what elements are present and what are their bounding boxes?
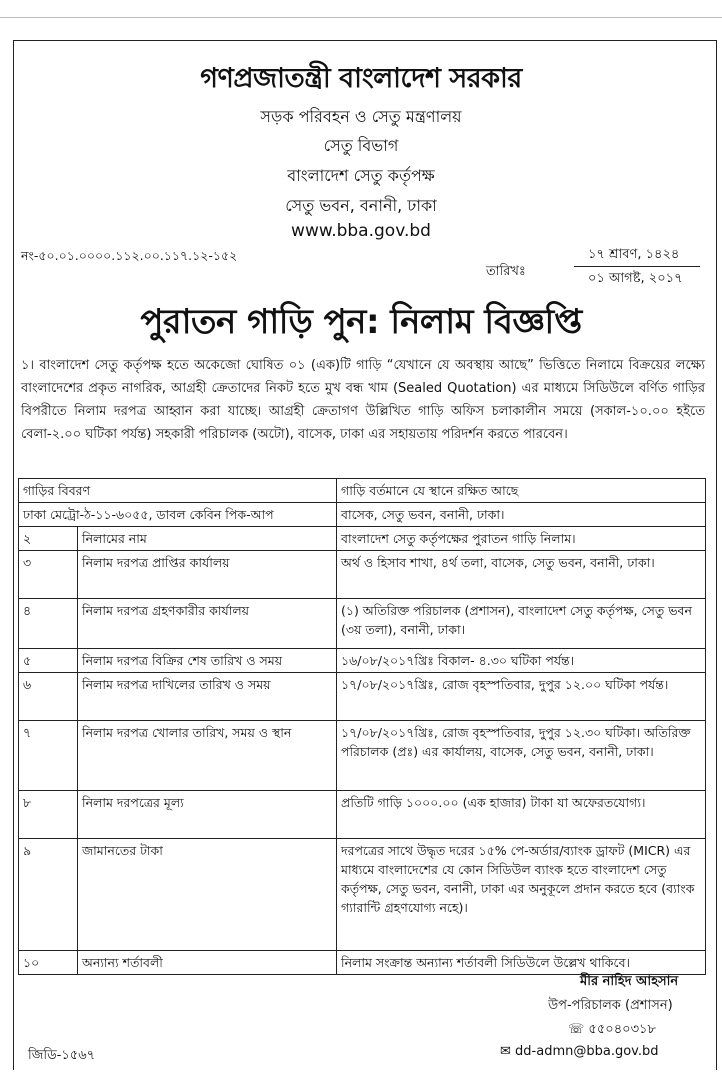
date-english: ০১ আগষ্ট, ২০১৭: [588, 271, 683, 286]
row-number: ৪: [19, 599, 78, 649]
date-label: তারিখঃ: [486, 264, 526, 279]
row-label: নিলাম দরপত্র গ্রহণকারীর কার্যালয়: [78, 599, 337, 649]
row-number: ৮: [19, 791, 78, 839]
row-number: ১০: [19, 951, 78, 975]
row-number: ৩: [19, 551, 78, 599]
signatory-phone: [568, 1020, 708, 1041]
row-number: ৯: [19, 839, 78, 951]
top-rule: [0, 17, 722, 18]
row-label: নিলাম দরপত্র দাখিলের তারিখ ও সময়: [78, 673, 337, 721]
row-label: নিলাম দরপত্র খোলার তারিখ, সময় ও স্থান: [78, 721, 337, 791]
government-title: গণপ্রজাতন্ত্রী বাংলাদেশ সরকার: [200, 63, 522, 94]
notice-paragraph: ১। বাংলাদেশ সেতু কর্তৃপক্ষ হতে অকেজো ঘোষিত ০১ (এক)টি গাড়ি “যেখানে যে অবস্থায় আছে” ভিত্তিতে নিলামে বিক্রয়ের লক্ষ্যে বাংলাদেশের প্রকৃত নাগরিক, আগ্রহী ক্রেতাদের নিকট হতে মুখ বন্ধ খাম (Sealed Quotation) এর মাধ্যমে সিডিউলে বর্ণিত গাড়ির বিপরীতে নিলাম দরপত্র আহ্বান করা যাচ্ছে। আগ্রহী ক্রেতাগণ উল্লিখিত গাড়ি অফিস চলাকালীন সময়ে (সকাল-১০.০০ হইতে বেলা-২.০০ ঘটিকা পর্যন্ত) সহকারী পরিচালক (অটো), বাসেক, ঢাকা এর সহায়তায় পরিদর্শন করতে পারবেন।: [21, 358, 705, 442]
row-value: ১৭/০৮/২০১৭খ্রিঃ, রোজ বৃহস্পতিবার, দুপুর ১২.৩০ ঘটিকা। অতিরিক্ত পরিচালক (প্রঃ) এর কার্যালয়, বাসেক, সেতু ভবন, বনানী, ঢাকা।: [337, 721, 706, 791]
table-row: [19, 599, 706, 649]
table-row: [19, 551, 706, 599]
table-row: [19, 673, 706, 721]
table-row: [19, 839, 706, 951]
row-value: দরপত্রের সাথে উদ্ধৃত দরের ১৫% পে-অর্ডার/ব্যাংক ড্রাফট (MICR) এর মাধ্যমে বাংলাদেশের যে কোন সিডিউল ব্যাংক হতে বাংলাদেশ সেতু কর্তৃপক্ষ, সেতু ভবন, বনানী, ঢাকা এর অনুকূলে প্রদান করতে হবে (ব্যাংক গ্যারান্টি গ্রহণযোগ্য নহে)।: [337, 839, 706, 951]
date-bangla: ১৭ শ্রাবণ, ১৪২৪: [588, 247, 680, 262]
email-address[interactable]: dd-admn@bba.gov.bd: [515, 1044, 659, 1059]
row-value: অর্থ ও হিসাব শাখা, ৪র্থ তলা, বাসেক, সেতু ভবন, বনানী, ঢাকা।: [337, 551, 706, 599]
signatory-designation: উপ-পরিচালক (প্রশাসন): [548, 998, 673, 1013]
memo-number: নং-৫০.০১.০০০০.১১২.০০.১১৭.১২-১৫২: [21, 248, 238, 263]
table-row: [19, 527, 706, 551]
row-number: ৭: [19, 721, 78, 791]
table-row: [19, 791, 706, 839]
row-value: ১৬/০৮/২০১৭খ্রিঃ বিকাল- ৪.৩০ ঘটিকা পর্যন্ত।: [337, 649, 706, 673]
row-label: নিলাম দরপত্র বিক্রির শেষ তারিখ ও সময়: [78, 649, 337, 673]
table-head-location: গাড়ি বর্তমানে যে স্থানে রক্ষিত আছে: [337, 479, 706, 503]
ministry-name: সড়ক পরিবহন ও সেতু মন্ত্রণালয়: [260, 107, 462, 126]
signatory-email[interactable]: [500, 1044, 710, 1059]
row-value: ১৭/০৮/২০১৭খ্রিঃ, রোজ বৃহস্পতিবার, দুপুর ১২.০০ ঘটিকা পর্যন্ত।: [337, 673, 706, 721]
row-label: নিলাম দরপত্র প্রাপ্তির কার্যালয়: [78, 551, 337, 599]
table-row: [19, 649, 706, 673]
division-name: সেতু বিভাগ: [323, 136, 399, 155]
table-row: [19, 951, 706, 975]
table-header-row: [19, 479, 706, 503]
auction-table: [18, 478, 706, 975]
address: সেতু ভবন, বনানী, ঢাকা: [285, 196, 437, 215]
notice-title: পুরাতন গাড়ি পুন: নিলাম বিজ্ঞপ্তি: [140, 302, 582, 342]
phone-number: ৫৫০৪০৩১৮: [588, 1022, 656, 1037]
row-number: ৫: [19, 649, 78, 673]
row-label: অন্যান্য শর্তাবলী: [78, 951, 337, 975]
row-value: নিলাম সংক্রান্ত অন্যান্য শর্তাবলী সিডিউলে উল্লেখ থাকিবে।: [337, 951, 706, 975]
row-value: বাংলাদেশ সেতু কর্তৃপক্ষের পুরাতন গাড়ি নিলাম।: [337, 527, 706, 551]
vehicle-location: বাসেক, সেতু ভবন, বনানী, ঢাকা।: [337, 503, 706, 527]
mail-icon: ✉: [500, 1044, 516, 1059]
table-row: [19, 721, 706, 791]
row-label: নিলামের নাম: [78, 527, 337, 551]
signatory-name: মীর নাহিদ আহসান: [580, 974, 679, 989]
row-number: ৬: [19, 673, 78, 721]
row-value: প্রতিটি গাড়ি ১০০০.০০ (এক হাজার) টাকা যা অফেরতযোগ্য।: [337, 791, 706, 839]
table-vehicle-row: [19, 503, 706, 527]
authority-name: বাংলাদেশ সেতু কর্তৃপক্ষ: [287, 166, 435, 185]
row-label: জামানতের টাকা: [78, 839, 337, 951]
gd-number: জিডি-১৫৬৭: [28, 1048, 96, 1063]
date-divider: [574, 266, 700, 267]
table-head-vehicle: গাড়ির বিবরণ: [19, 479, 337, 503]
website-link[interactable]: www.bba.gov.bd: [291, 221, 431, 241]
vehicle-description: ঢাকা মেট্রো-ঠ-১১-৬০৫৫, ডাবল কেবিন পিক-আপ: [19, 503, 337, 527]
row-number: ২: [19, 527, 78, 551]
phone-icon: ☏: [568, 1022, 589, 1037]
row-value: (১) অতিরিক্ত পরিচালক (প্রশাসন), বাংলাদেশ সেতু কর্তৃপক্ষ, সেতু ভবন (৩য় তলা), বনানী, ঢাকা।: [337, 599, 706, 649]
row-label: নিলাম দরপত্রের মূল্য: [78, 791, 337, 839]
